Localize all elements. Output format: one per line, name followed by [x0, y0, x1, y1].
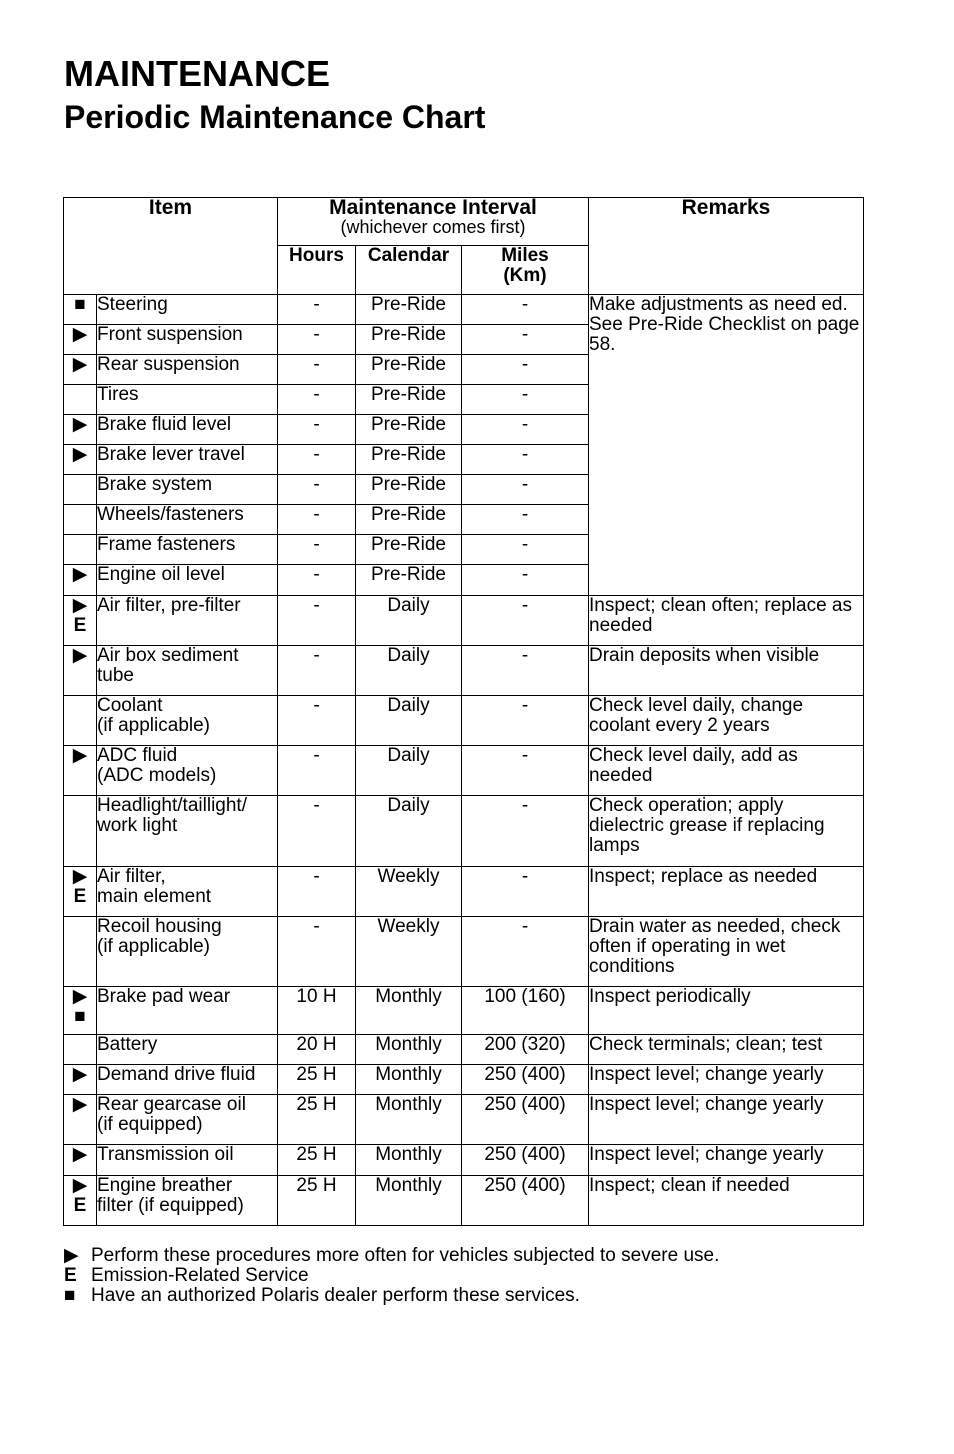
miles-cell: -: [462, 646, 589, 696]
miles-cell: -: [462, 505, 589, 535]
row-symbol-cell: [64, 505, 97, 535]
legend-text: Emission-Related Service: [91, 1265, 309, 1286]
header-miles-label: Miles: [501, 245, 549, 266]
header-interval-note: (whichever comes first): [340, 217, 526, 237]
table-row: [64, 867, 864, 917]
item-cell: [97, 325, 278, 355]
row-symbol: ▶: [72, 444, 88, 465]
header-remarks: Remarks: [589, 198, 864, 295]
remarks-cell: Inspect level; change yearly: [589, 1145, 864, 1176]
remarks-cell: Inspect periodically: [589, 987, 864, 1035]
calendar-cell: Monthly: [356, 1145, 462, 1176]
hours-cell: -: [278, 696, 356, 746]
maintenance-table: [63, 197, 864, 1226]
miles-cell: 250 (400): [462, 1095, 589, 1145]
item-cell: [97, 445, 278, 475]
remarks-cell: Check level daily, change coolant every 2 years: [589, 696, 864, 746]
legend-item: [64, 1286, 719, 1306]
legend-item: [64, 1266, 719, 1286]
table-row: [64, 987, 864, 1035]
table-row: [64, 596, 864, 646]
row-symbol-cell: [64, 385, 97, 415]
item-cell: [97, 535, 278, 565]
hours-cell: -: [278, 646, 356, 696]
remarks-cell: Inspect level; change yearly: [589, 1095, 864, 1145]
item-name-detail: (if applicable): [97, 715, 210, 736]
header-miles: [462, 246, 589, 295]
calendar-cell: Daily: [356, 796, 462, 867]
row-symbol-cell: [64, 746, 97, 796]
table-row: [64, 1035, 864, 1065]
item-name: Frame fasteners: [97, 534, 236, 555]
row-symbol-cell: [64, 295, 97, 325]
row-symbol: ■: [74, 294, 86, 315]
row-symbol-secondary: E: [73, 1195, 87, 1216]
item-name: Rear gearcase oil: [97, 1094, 246, 1115]
row-symbol: ▶: [72, 1175, 88, 1196]
table-row: [64, 1065, 864, 1095]
miles-cell: 100 (160): [462, 987, 589, 1035]
item-cell: [97, 796, 278, 867]
calendar-cell: Monthly: [356, 1095, 462, 1145]
item-cell: [97, 355, 278, 385]
row-symbol-cell: [64, 696, 97, 746]
hours-cell: 25 H: [278, 1095, 356, 1145]
hours-cell: -: [278, 445, 356, 475]
row-symbol: ▶: [72, 645, 88, 666]
remarks-cell: Inspect; clean if needed: [589, 1176, 864, 1226]
miles-cell: 250 (400): [462, 1065, 589, 1095]
item-cell: [97, 1065, 278, 1095]
row-symbol: ▶: [72, 745, 88, 766]
miles-cell: -: [462, 385, 589, 415]
hours-cell: -: [278, 505, 356, 535]
table-row: [64, 796, 864, 867]
legend-symbol: E: [64, 1265, 77, 1286]
miles-cell: 250 (400): [462, 1176, 589, 1226]
row-symbol: ▶: [72, 354, 88, 375]
item-name-detail: (if equipped): [97, 1114, 203, 1135]
header-calendar: Calendar: [356, 246, 462, 295]
row-symbol-cell: [64, 445, 97, 475]
item-name: Brake system: [97, 474, 213, 495]
item-cell: [97, 987, 278, 1035]
miles-cell: -: [462, 596, 589, 646]
remarks-cell: Drain deposits when visible: [589, 646, 864, 696]
hours-cell: 25 H: [278, 1176, 356, 1226]
miles-cell: -: [462, 867, 589, 917]
table-row: [64, 1095, 864, 1145]
calendar-cell: Pre-Ride: [356, 415, 462, 445]
remarks-cell: Check operation; apply dielectric grease if replacing lamps: [589, 796, 864, 867]
calendar-cell: Daily: [356, 646, 462, 696]
item-cell: [97, 596, 278, 646]
miles-cell: -: [462, 565, 589, 596]
hours-cell: -: [278, 535, 356, 565]
item-name: Air filter,: [97, 866, 166, 887]
item-name-detail: main element: [97, 886, 212, 907]
item-name: Transmission oil: [97, 1144, 234, 1165]
row-symbol-cell: [64, 596, 97, 646]
item-name: Air box sediment: [97, 645, 239, 666]
item-name: Air filter, pre-filter: [97, 595, 241, 616]
item-name: ADC fluid: [97, 745, 178, 766]
hours-cell: -: [278, 325, 356, 355]
row-symbol-secondary: E: [73, 615, 87, 636]
calendar-cell: Pre-Ride: [356, 535, 462, 565]
row-symbol-cell: [64, 535, 97, 565]
calendar-cell: Pre-Ride: [356, 295, 462, 325]
table-row: [64, 295, 864, 325]
item-cell: [97, 1145, 278, 1176]
item-cell: [97, 565, 278, 596]
header-interval-label: Maintenance Interval: [329, 196, 537, 219]
row-symbol: ▶: [72, 1144, 88, 1165]
table-row: [64, 1145, 864, 1176]
calendar-cell: Pre-Ride: [356, 445, 462, 475]
item-cell: [97, 696, 278, 746]
header-item: Item: [64, 198, 278, 295]
hours-cell: 20 H: [278, 1035, 356, 1065]
calendar-cell: Monthly: [356, 1176, 462, 1226]
miles-cell: -: [462, 475, 589, 505]
legend-text: Perform these procedures more often for vehicles subjected to severe use.: [91, 1245, 720, 1266]
table-row: [64, 746, 864, 796]
miles-cell: -: [462, 917, 589, 987]
row-symbol: ▶: [72, 595, 88, 616]
item-cell: [97, 746, 278, 796]
row-symbol-cell: [64, 796, 97, 867]
item-name-detail: (if applicable): [97, 936, 210, 957]
header-miles-unit: (Km): [503, 265, 547, 286]
calendar-cell: Daily: [356, 696, 462, 746]
legend-symbol: ■: [64, 1285, 76, 1306]
header-hours: Hours: [278, 246, 356, 295]
row-symbol: ▶: [72, 1094, 88, 1115]
item-name: Wheels/fasteners: [97, 504, 244, 525]
calendar-cell: Monthly: [356, 1065, 462, 1095]
hours-cell: 25 H: [278, 1065, 356, 1095]
item-cell: [97, 1176, 278, 1226]
calendar-cell: Weekly: [356, 917, 462, 987]
hours-cell: -: [278, 355, 356, 385]
row-symbol-cell: [64, 1065, 97, 1095]
table-row: [64, 646, 864, 696]
row-symbol-cell: [64, 1145, 97, 1176]
hours-cell: -: [278, 746, 356, 796]
item-name: Demand drive fluid: [97, 1064, 256, 1085]
row-symbol-cell: [64, 917, 97, 987]
remarks-cell: Inspect; replace as needed: [589, 867, 864, 917]
item-name: Recoil housing: [97, 916, 222, 937]
calendar-cell: Daily: [356, 596, 462, 646]
item-cell: [97, 646, 278, 696]
row-symbol-cell: [64, 475, 97, 505]
row-symbol-cell: [64, 987, 97, 1035]
header-interval: [278, 198, 589, 246]
calendar-cell: Monthly: [356, 987, 462, 1035]
item-name-detail: filter (if equipped): [97, 1195, 244, 1216]
calendar-cell: Daily: [356, 746, 462, 796]
row-symbol: ▶: [72, 324, 88, 345]
item-name-detail: tube: [97, 665, 134, 686]
calendar-cell: Pre-Ride: [356, 505, 462, 535]
item-cell: [97, 505, 278, 535]
item-name: Tires: [97, 384, 139, 405]
legend: [64, 1246, 719, 1306]
miles-cell: -: [462, 295, 589, 325]
item-name: Battery: [97, 1034, 158, 1055]
item-name: Engine breather: [97, 1175, 233, 1196]
item-cell: [97, 385, 278, 415]
item-name: Engine oil level: [97, 564, 225, 585]
item-cell: [97, 475, 278, 505]
table-row: [64, 1176, 864, 1226]
table-row: [64, 917, 864, 987]
item-name: Front suspension: [97, 324, 243, 345]
miles-cell: -: [462, 696, 589, 746]
row-symbol-cell: [64, 325, 97, 355]
row-symbol-cell: [64, 1095, 97, 1145]
row-symbol: ▶: [72, 866, 88, 887]
item-cell: [97, 1035, 278, 1065]
hours-cell: -: [278, 917, 356, 987]
remarks-cell: Inspect; clean often; replace as needed: [589, 596, 864, 646]
calendar-cell: Monthly: [356, 1035, 462, 1065]
miles-cell: -: [462, 355, 589, 385]
item-name: Headlight/taillight/: [97, 795, 247, 816]
row-symbol-secondary: E: [73, 886, 87, 907]
item-name: Brake lever travel: [97, 444, 245, 465]
row-symbol-cell: [64, 565, 97, 596]
hours-cell: -: [278, 295, 356, 325]
calendar-cell: Pre-Ride: [356, 355, 462, 385]
item-name-detail: work light: [97, 815, 178, 836]
row-symbol-cell: [64, 415, 97, 445]
row-symbol-cell: [64, 355, 97, 385]
item-cell: [97, 917, 278, 987]
row-symbol: ▶: [72, 1064, 88, 1085]
row-symbol-cell: [64, 1035, 97, 1065]
remarks-cell: Check terminals; clean; test: [589, 1035, 864, 1065]
hours-cell: -: [278, 596, 356, 646]
legend-symbol: ▶: [64, 1245, 79, 1266]
miles-cell: -: [462, 325, 589, 355]
page-title: MAINTENANCE: [64, 53, 330, 94]
item-cell: [97, 415, 278, 445]
hours-cell: -: [278, 475, 356, 505]
remarks-cell: Drain water as needed, check often if operating in wet conditions: [589, 917, 864, 987]
hours-cell: -: [278, 565, 356, 596]
row-symbol-secondary: ■: [74, 1006, 86, 1027]
row-symbol-cell: [64, 646, 97, 696]
hours-cell: -: [278, 867, 356, 917]
hours-cell: -: [278, 415, 356, 445]
miles-cell: 200 (320): [462, 1035, 589, 1065]
calendar-cell: Pre-Ride: [356, 475, 462, 505]
item-cell: [97, 1095, 278, 1145]
item-name: Brake pad wear: [97, 986, 231, 1007]
calendar-cell: Weekly: [356, 867, 462, 917]
calendar-cell: Pre-Ride: [356, 325, 462, 355]
remarks-cell: Inspect level; change yearly: [589, 1065, 864, 1095]
miles-cell: -: [462, 445, 589, 475]
item-name: Rear suspension: [97, 354, 240, 375]
hours-cell: 25 H: [278, 1145, 356, 1176]
row-symbol: ▶: [72, 414, 88, 435]
item-name: Brake fluid level: [97, 414, 232, 435]
miles-cell: -: [462, 415, 589, 445]
item-cell: [97, 295, 278, 325]
remarks-cell: Make adjustments as need ed. See Pre-Ride Checklist on page 58.: [589, 295, 864, 596]
row-symbol: ▶: [72, 564, 88, 585]
calendar-cell: Pre-Ride: [356, 385, 462, 415]
miles-cell: 250 (400): [462, 1145, 589, 1176]
miles-cell: -: [462, 535, 589, 565]
item-name: Coolant: [97, 695, 163, 716]
remarks-cell: Check level daily, add as needed: [589, 746, 864, 796]
hours-cell: 10 H: [278, 987, 356, 1035]
legend-item: [64, 1246, 719, 1266]
row-symbol-cell: [64, 867, 97, 917]
row-symbol-cell: [64, 1176, 97, 1226]
page-subtitle: Periodic Maintenance Chart: [64, 99, 486, 135]
calendar-cell: Pre-Ride: [356, 565, 462, 596]
item-cell: [97, 867, 278, 917]
row-symbol: ▶: [72, 986, 88, 1007]
item-name: Steering: [97, 294, 168, 315]
item-name-detail: (ADC models): [97, 765, 217, 786]
hours-cell: -: [278, 385, 356, 415]
miles-cell: -: [462, 746, 589, 796]
miles-cell: -: [462, 796, 589, 867]
hours-cell: -: [278, 796, 356, 867]
legend-text: Have an authorized Polaris dealer perform these services.: [91, 1285, 580, 1306]
table-row: [64, 696, 864, 746]
